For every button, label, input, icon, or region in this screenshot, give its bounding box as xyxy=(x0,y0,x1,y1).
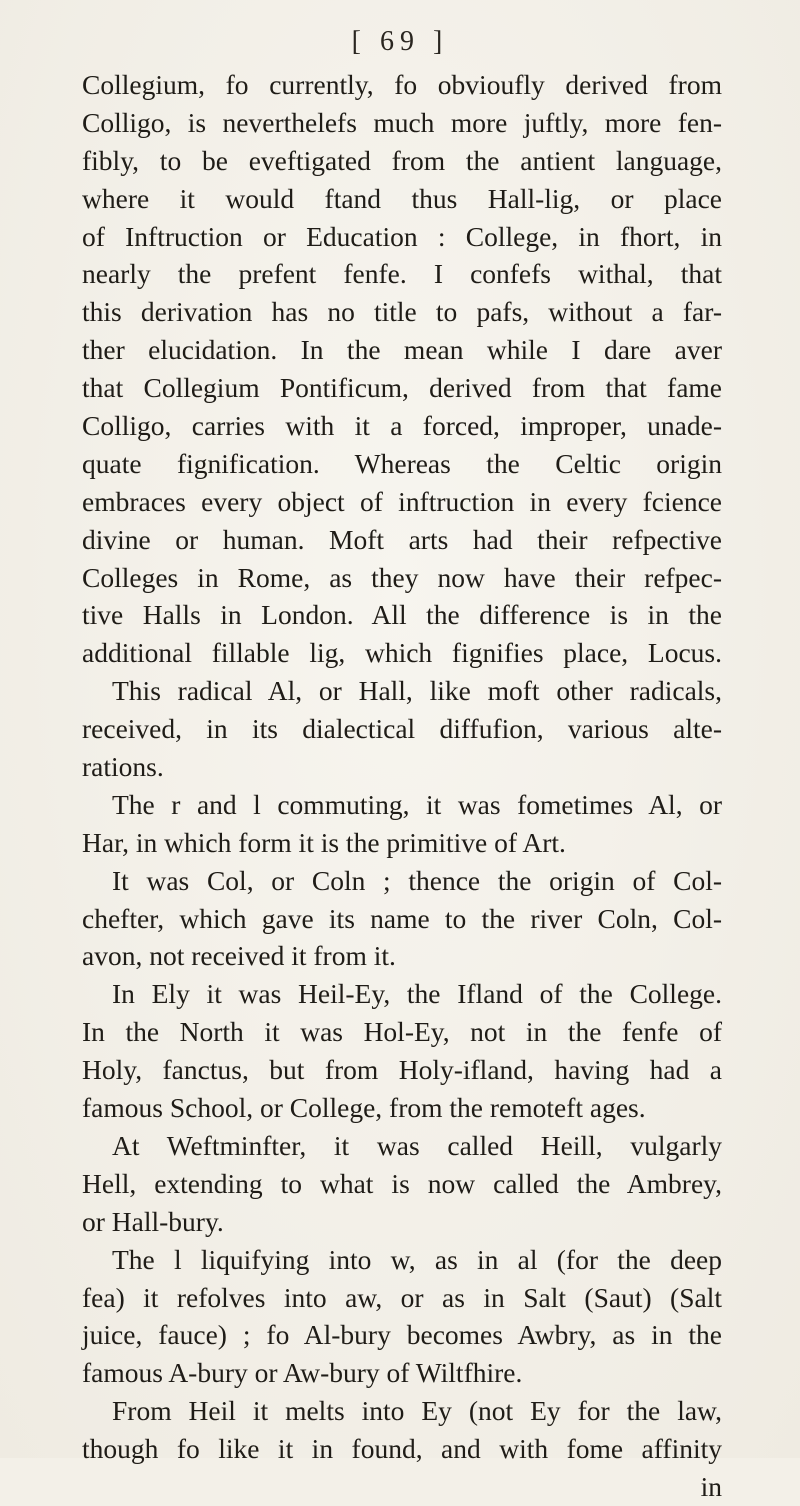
text-line: where it would ftand thus Hall-lig, or place xyxy=(82,182,722,214)
text-line: additional fillable lig, which fignifies place, Locus. xyxy=(82,637,722,669)
text-line: famous School, or College, from the remoteft ages. xyxy=(82,1092,646,1124)
text-line: quate fignification. Whereas the Celtic origin xyxy=(82,447,722,479)
text-line: of Inftruction or Education : College, in fhort, in xyxy=(82,220,722,252)
text-line: The r and l commuting, it was fometimes Al, or xyxy=(112,788,722,820)
text-line: Har, in which form it is the primitive of Art. xyxy=(82,826,566,858)
page-number: [ 69 ] xyxy=(351,26,449,57)
text-line: chefter, which gave its name to the river Coln, Col- xyxy=(82,902,722,934)
text-line: this derivation has no title to pafs, without a far- xyxy=(82,296,722,328)
text-line: fea) it refolves into aw, or as in Salt (Saut) (Salt xyxy=(82,1281,722,1313)
text-line: or Hall-bury. xyxy=(82,1205,224,1237)
text-line: tive Halls in London. All the difference is in the xyxy=(82,599,722,631)
text-line: In Ely it was Heil-Ey, the Ifland of the College. xyxy=(112,978,722,1010)
catchword: in xyxy=(700,1470,722,1502)
text-line: Collegium, fo currently, fo obvioufly derived from xyxy=(82,69,722,100)
text-line: though fo like it in found, and with fome affinity xyxy=(82,1433,722,1465)
text-line: This radical Al, or Hall, like moft other radicals, xyxy=(112,675,722,707)
text-line: nearly the prefent fenfe. I confefs withal, that xyxy=(82,258,722,290)
text-line: avon, not received it from it. xyxy=(82,940,396,972)
text-line: that Collegium Pontificum, derived from that fame xyxy=(82,372,722,404)
text-line: Colleges in Rome, as they now have their refpec- xyxy=(82,561,722,593)
text-line: famous A-bury or Aw-bury of Wiltfhire. xyxy=(82,1357,523,1389)
text-line: Colligo, carries with it a forced, improper, unade- xyxy=(82,410,722,442)
text-line: divine or human. Moft arts had their refpective xyxy=(82,523,722,555)
text-line: At Weftminfter, it was called Heill, vulgarly xyxy=(112,1129,722,1161)
text-line: It was Col, or Coln ; thence the origin of Col- xyxy=(112,864,722,896)
text-line: In the North it was Hol-Ey, not in the fenfe of xyxy=(82,1016,722,1048)
text-line: Colligo, is neverthelefs much more juftly, more fen- xyxy=(82,106,722,138)
text-line: juice, fauce) ; fo Al-bury becomes Awbry, as in the xyxy=(82,1319,722,1351)
text-line: ther elucidation. In the mean while I dare aver xyxy=(82,334,722,366)
text-line: rations. xyxy=(82,751,164,783)
text-line: embraces every object of inftruction in every fcience xyxy=(82,485,722,517)
text-line: Hell, extending to what is now called the Ambrey, xyxy=(82,1167,722,1199)
body-text xyxy=(82,66,722,1506)
text-line: From Heil it melts into Ey (not Ey for the law, xyxy=(112,1395,722,1427)
text-line: Holy, fanctus, but from Holy-ifland, having had a xyxy=(82,1054,722,1086)
text-line: The l liquifying into w, as in al (for the deep xyxy=(112,1243,722,1275)
text-line: received, in its dialectical diffufion, various alte- xyxy=(82,713,722,745)
text-line: fibly, to be eveftigated from the antient language, xyxy=(82,144,722,176)
